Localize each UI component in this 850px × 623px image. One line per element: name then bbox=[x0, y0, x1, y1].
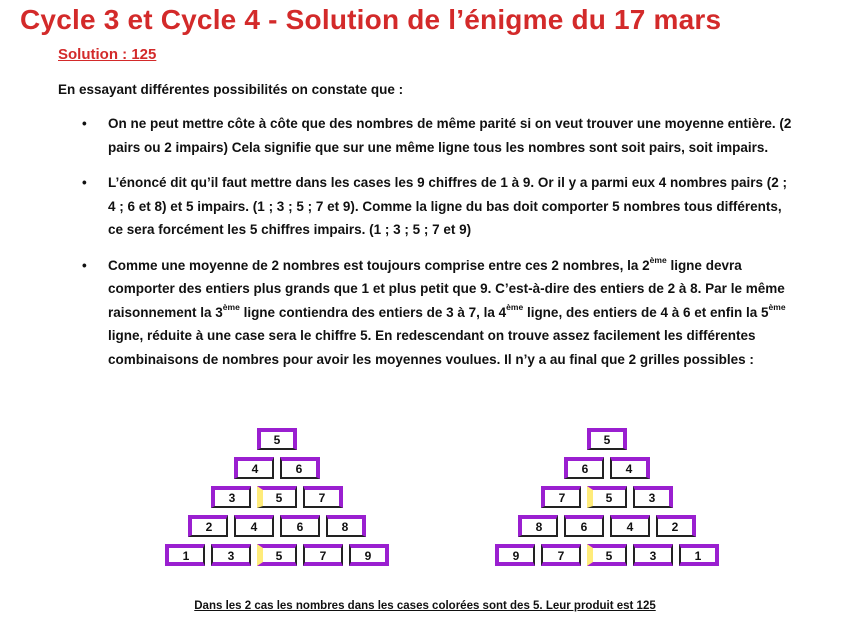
pyramid-cell: 9 bbox=[349, 544, 389, 566]
list-item bbox=[58, 112, 798, 159]
pyramid-cell: 9 bbox=[495, 544, 535, 566]
pyramid-cell: 5 bbox=[257, 428, 297, 450]
pyramid-cell: 5 bbox=[587, 544, 627, 566]
pyramid-cell: 2 bbox=[656, 515, 696, 537]
pyramid-cell: 4 bbox=[234, 515, 274, 537]
pyramid-cell: 3 bbox=[211, 544, 251, 566]
pyramid-cell: 7 bbox=[303, 486, 343, 508]
bullet-text: On ne peut mettre côte à côte que des nombres de même parité si on veut trouver une moyenne entière. (2 pairs ou 2 impairs) Cela signifie que sur une même ligne tous les nombres sont soit pairs, soit impairs. bbox=[108, 116, 792, 155]
list-item bbox=[58, 254, 798, 372]
pyramid-cell: 5 bbox=[587, 428, 627, 450]
pyramid-cell: 5 bbox=[257, 544, 297, 566]
bullet-text: L’énoncé dit qu’il faut mettre dans les cases les 9 chiffres de 1 à 9. Or il y a parmi eux 4 nombres pairs (2 ; 4 ; 6 et 8) et 5 impairs. (1 ; 3 ; 5 ; 7 et 9). Comme la ligne du bas doit comporter 5 nombres tous différents, ce sera forcément les 5 chiffres impairs. (1 ; 3 ; 5 ; 7 et 9) bbox=[108, 175, 788, 237]
pyramid-cell: 1 bbox=[165, 544, 205, 566]
pyramid-cell: 3 bbox=[633, 544, 673, 566]
pyramid-cell: 8 bbox=[326, 515, 366, 537]
pyramid-cell: 3 bbox=[633, 486, 673, 508]
bullet-icon: • bbox=[82, 257, 87, 273]
list-item bbox=[58, 171, 798, 242]
explanation-list bbox=[58, 112, 798, 383]
pyramid-cell: 7 bbox=[541, 544, 581, 566]
caption: Dans les 2 cas les nombres dans les cases colorées sont des 5. Leur produit est 125 bbox=[194, 600, 656, 612]
pyramid-grid-1 bbox=[165, 428, 410, 576]
bullet-icon: • bbox=[82, 116, 87, 131]
pyramid-cell: 1 bbox=[679, 544, 719, 566]
pyramid-cell: 3 bbox=[211, 486, 251, 508]
solution-label: Solution : 125 bbox=[58, 46, 157, 63]
pyramid-cell: 6 bbox=[564, 515, 604, 537]
bullet-text: Comme une moyenne de 2 nombres est toujours comprise entre ces 2 nombres, la 2ème ligne devra comporter des entiers plus grands que 1 et plus petit que 9. C’est-à-dire des entiers de 2 à 8. Par le même raisonnement la 3ème ligne contiendra des entiers de 3 à 7, la 4ème ligne, des entiers de 4 à 6 et enfin la 5ème ligne, réduite à une case sera le chiffre 5. En redescendant on trouve assez facilement les différentes combinaisons de nombres pour avoir les moyennes voulues. Il n’y a au final que 2 grilles possibles : bbox=[108, 254, 786, 367]
pyramid-cell: 5 bbox=[587, 486, 627, 508]
pyramid-cell: 4 bbox=[610, 515, 650, 537]
pyramid-cell: 8 bbox=[518, 515, 558, 537]
pyramid-grid-2 bbox=[495, 428, 740, 576]
page-title: Cycle 3 et Cycle 4 - Solution de l’énigme du 17 mars bbox=[20, 4, 722, 35]
pyramid-cell: 2 bbox=[188, 515, 228, 537]
pyramid-cell: 6 bbox=[280, 515, 320, 537]
intro-text: En essayant différentes possibilités on constate que : bbox=[58, 82, 404, 97]
pyramid-cell: 5 bbox=[257, 486, 297, 508]
pyramid-cell: 6 bbox=[564, 457, 604, 479]
pyramid-cell: 4 bbox=[610, 457, 650, 479]
pyramid-cell: 7 bbox=[541, 486, 581, 508]
bullet-icon: • bbox=[82, 175, 87, 190]
pyramid-cell: 6 bbox=[280, 457, 320, 479]
pyramid-cell: 4 bbox=[234, 457, 274, 479]
pyramid-cell: 7 bbox=[303, 544, 343, 566]
